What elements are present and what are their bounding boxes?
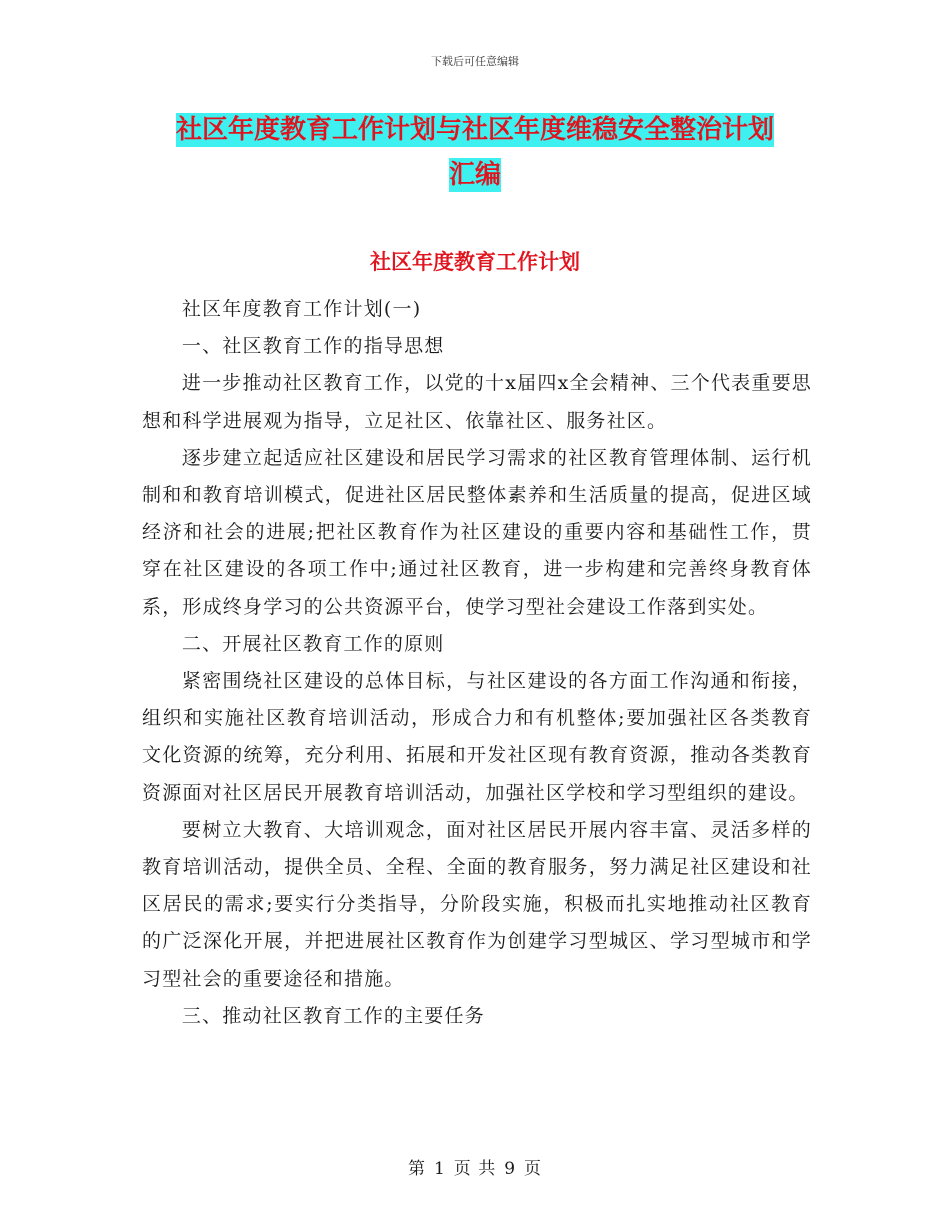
page-total: 9 <box>504 1159 517 1179</box>
page-footer <box>0 1154 950 1179</box>
paragraph: 进一步推动社区教育工作，以党的十x届四x全会精神、三个代表重要思想和科学进展观为指导，立足社区、依靠社区、服务社区。 <box>142 372 812 432</box>
page-current: 1 <box>433 1159 446 1179</box>
section-title: 社区年度教育工作计划 <box>370 250 580 274</box>
page-mid: 页 共 <box>453 1159 497 1179</box>
header-note: 下载后可任意编辑 <box>431 55 519 68</box>
paragraph-subtitle: 社区年度教育工作计划(一) <box>181 298 422 320</box>
page-prefix: 第 <box>407 1159 426 1179</box>
paragraph: 紧密围绕社区建设的总体目标，与社区建设的各方面工作沟通和衔接，组织和实施社区教育培训活动，形成合力和有机整体;要加强社区各类教育文化资源的统筹，充分利用、拓展和开发社区现有教育资源，推动各类教育资源面对社区居民开展教育培训活动，加强社区学校和学习型组织的建设。 <box>142 670 812 804</box>
paragraph-heading-2: 二、开展社区教育工作的原则 <box>181 632 445 655</box>
paragraph-heading-3: 三、推动社区教育工作的主要任务 <box>181 1004 485 1027</box>
document-title <box>140 108 810 198</box>
document-body <box>142 291 812 1035</box>
page-suffix: 页 <box>524 1159 543 1179</box>
paragraph: 要树立大教育、大培训观念，面对社区居民开展内容丰富、灵活多样的教育培训活动，提供全员、全程、全面的教育服务，努力满足社区建设和社区居民的需求;要实行分类指导，分阶段实施，积极而扎实地推动社区教育的广泛深化开展，并把进展社区教育作为创建学习型城区、学习型城市和学习型社会的重要途径和措施。 <box>142 818 812 990</box>
paragraph: 逐步建立起适应社区建设和居民学习需求的社区教育管理体制、运行机制和和教育培训模式，促进社区居民整体素养和生活质量的提高，促进区域经济和社会的进展;把社区教育作为社区建设的重要内容和基础性工作，贯穿在社区建设的各项工作中;通过社区教育，进一步构建和完善终身教育体系，形成终身学习的公共资源平台，使学习型社会建设工作落到实处。 <box>142 446 812 618</box>
paragraph-heading-1: 一、社区教育工作的指导思想 <box>181 335 445 358</box>
document-title-line2: 汇编 <box>448 160 501 190</box>
document-title-line1: 社区年度教育工作计划与社区年度维稳安全整治计划 <box>175 115 774 145</box>
